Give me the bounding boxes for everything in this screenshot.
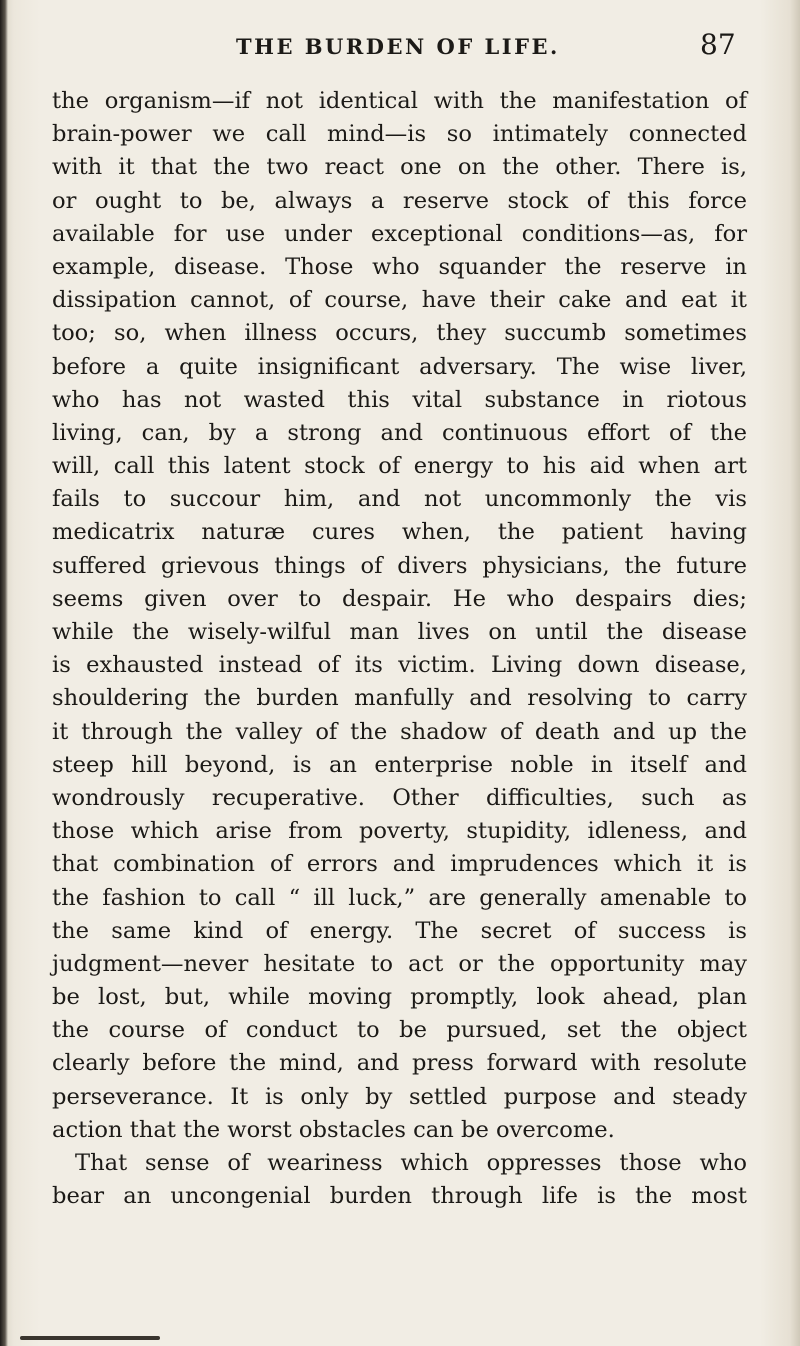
page-gutter-shadow [0,0,8,1346]
text-line: clearly before the mind, and press forward with resolute [52,1050,747,1077]
text-line: with it that the two react one on the other. There is, [52,154,747,181]
text-line: it through the valley of the shadow of death and up the [52,718,747,745]
text-line: perseverance. It is only by settled purpose and steady [52,1083,747,1110]
text-line: while the wisely-wilful man lives on until the disease [52,619,747,645]
text-line: available for use under exceptional conditions—as, for [52,220,747,247]
paragraph-first-line: That sense of weariness which oppresses those who [75,1150,747,1176]
text-line: medicatrix naturæ cures when, the patient having [52,519,747,546]
text-line: the same kind of energy. The secret of success is [52,917,747,944]
text-line: be lost, but, while moving promptly, look ahead, plan [52,984,747,1011]
text-line: dissipation cannot, of course, have their cake and eat it [52,287,747,314]
text-line: the course of conduct to be pursued, set the object [52,1017,747,1044]
paragraph-last-line: action that the worst obstacles can be overcome. [52,1116,615,1143]
text-line: the fashion to call “ ill luck,” are generally amenable to [52,884,747,911]
text-line: suffered grievous things of divers physicians, the future [52,552,747,579]
text-line: is exhausted instead of its victim. Living down disease, [52,652,747,679]
text-line: who has not wasted this vital substance in riotous [52,386,747,413]
bottom-edge-mark [20,1336,160,1340]
text-line: the organism—if not identical with the manifestation of [52,88,747,114]
text-line: living, can, by a strong and continuous effort of the [52,419,747,446]
body-text [52,85,747,1213]
text-line: brain-power we call mind—is so intimately connected [52,121,747,148]
text-line: those which arise from poverty, stupidity, idleness, and [52,818,747,845]
text-line: before a quite insignificant adversary. The wise liver, [52,353,747,380]
page-number: 87 [700,28,736,61]
text-line: will, call this latent stock of energy to his aid when art [52,453,747,480]
running-head: THE BURDEN OF LIFE. [236,34,560,59]
text-line: too; so, when illness occurs, they succumb sometimes [52,320,747,347]
text-line: bear an uncongenial burden through life is the most [52,1183,747,1210]
text-line: or ought to be, always a reserve stock of this force [52,187,747,214]
page-header [0,28,800,68]
text-line: example, disease. Those who squander the reserve in [52,253,747,280]
text-line: shouldering the burden manfully and resolving to carry [52,685,747,712]
text-line: steep hill beyond, is an enterprise noble in itself and [52,751,747,778]
text-line: that combination of errors and imprudences which it is [52,851,747,878]
text-line: seems given over to despair. He who despairs dies; [52,585,747,612]
text-line: judgment—never hesitate to act or the opportunity may [52,950,747,977]
text-line: fails to succour him, and not uncommonly the vis [52,486,747,513]
text-line: wondrously recuperative. Other difficulties, such as [52,784,747,811]
